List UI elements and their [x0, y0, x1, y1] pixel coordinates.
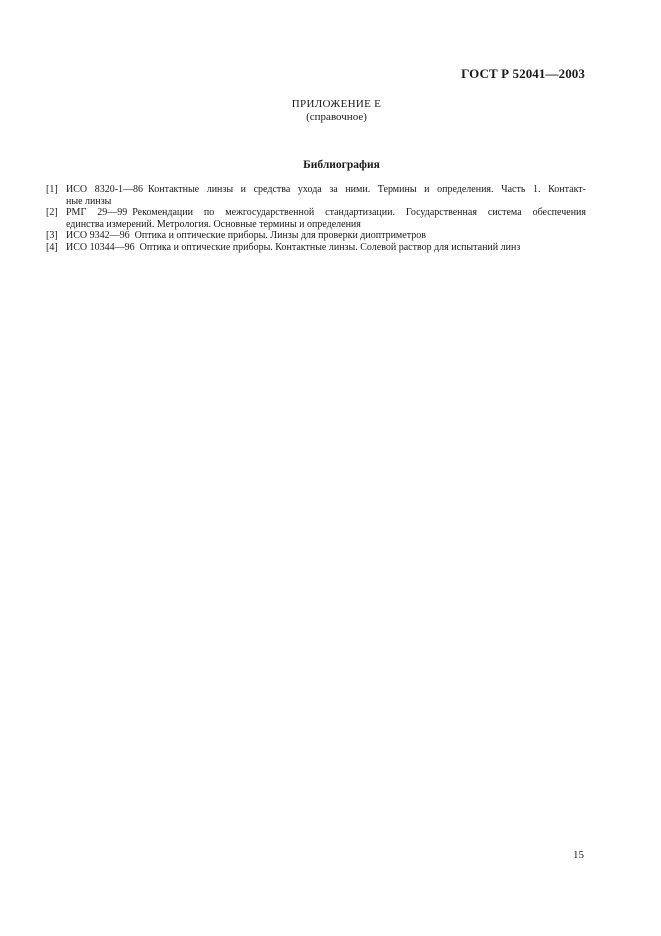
reference-body	[66, 242, 586, 254]
reference-body	[66, 207, 586, 230]
reference-line	[66, 242, 586, 254]
bibliography-list	[46, 184, 586, 254]
reference-code: ИСО 10344—96	[66, 241, 135, 253]
appendix-heading	[0, 98, 661, 124]
appendix-title: ПРИЛОЖЕНИЕ Е	[291, 98, 382, 110]
appendix-note: (справочное)	[306, 111, 367, 123]
bibliography-item	[46, 242, 586, 254]
reference-body	[66, 230, 586, 242]
page-number: 15	[573, 849, 584, 861]
reference-number: [4]	[46, 241, 58, 253]
reference-line	[66, 230, 586, 242]
document-code: ГОСТ Р 52041—2003	[461, 66, 585, 81]
reference-code: РМГ 29—99	[66, 207, 128, 219]
section-title: Библиография	[303, 159, 380, 171]
reference-code: ИСО 8320-1—86	[66, 184, 144, 195]
reference-code: ИСО 9342—96	[66, 230, 130, 242]
reference-line	[66, 207, 586, 219]
reference-text: Контактные линзы и средства ухода за ними. Термины и определения. Часть 1. Контакт-	[148, 184, 586, 195]
reference-text: Рекомендации по межгосударственной стандартизации. Государственная система обеспечения	[132, 207, 586, 219]
reference-number: [1]	[46, 184, 58, 195]
bibliography-item	[46, 184, 586, 207]
reference-number: [3]	[46, 230, 58, 242]
reference-continuation: ные линзы	[66, 195, 112, 207]
reference-body	[66, 184, 586, 207]
reference-line	[66, 184, 586, 196]
reference-text: Оптика и оптические приборы. Линзы для проверки диоптриметров	[134, 230, 426, 242]
reference-number: [2]	[46, 207, 58, 219]
bibliography-item	[46, 207, 586, 230]
bibliography-item	[46, 230, 586, 242]
reference-text: Оптика и оптические приборы. Контактные линзы. Солевой раствор для испытаний линз	[139, 241, 521, 253]
reference-continuation: единства измерений. Метрология. Основные термины и определения	[66, 218, 361, 230]
